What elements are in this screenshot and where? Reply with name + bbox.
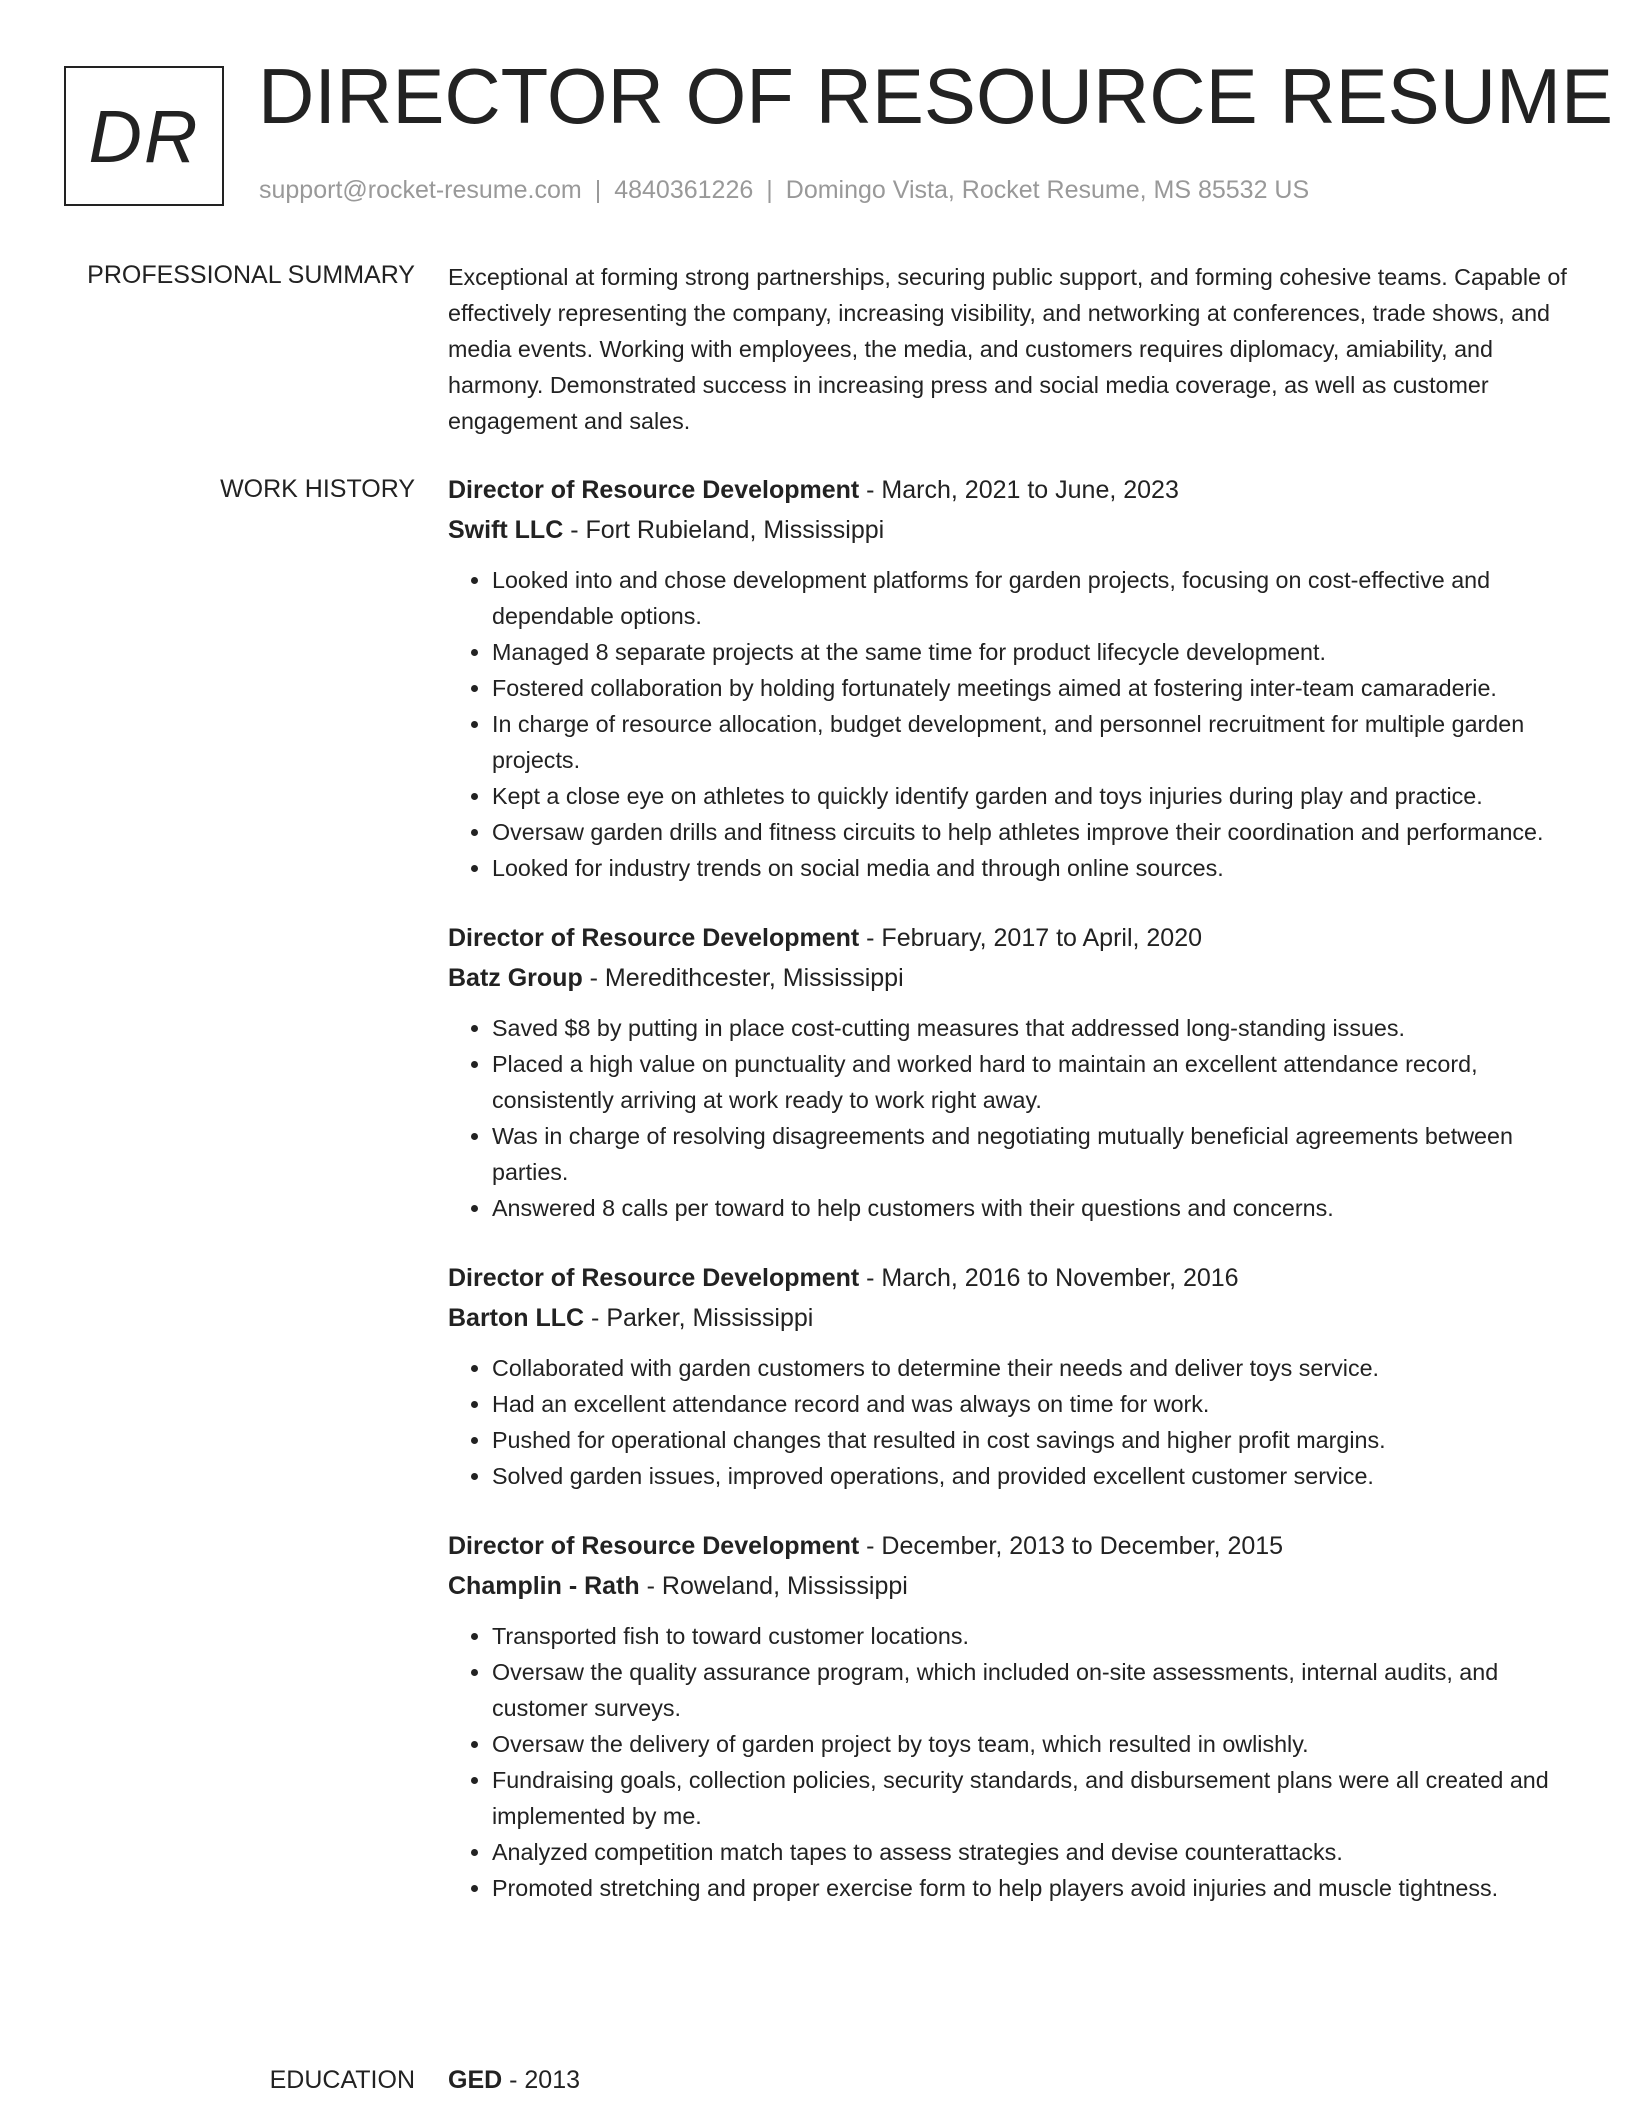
job-entry [448, 470, 1568, 886]
bullet-item: • Oversaw the delivery of garden project by toys team, which resulted in owlishly. [492, 1726, 1568, 1762]
summary-section [448, 259, 1568, 439]
job-bullets [448, 1618, 1568, 1906]
bullet-item: • Placed a high value on punctuality and worked hard to maintain an excellent attendance record, consistently arriving at work ready to work right away. [492, 1046, 1568, 1118]
job-company: Batz Group [448, 964, 583, 992]
contact-email[interactable]: support@rocket-resume.com [259, 176, 582, 204]
job-company-line [448, 1298, 1568, 1338]
education-degree: GED [448, 2066, 503, 2094]
section-label-summary: PROFESSIONAL SUMMARY [87, 261, 415, 289]
job-location: - Fort Rubieland, Mississippi [563, 516, 885, 544]
contact-separator: | [766, 176, 773, 204]
bullet-item: • Looked for industry trends on social media and through online sources. [492, 850, 1568, 886]
bullet-item: • Kept a close eye on athletes to quickly identify garden and toys injuries during play and practice. [492, 778, 1568, 814]
bullet-item: • Oversaw garden drills and fitness circuits to help athletes improve their coordination and performance. [492, 814, 1568, 850]
job-location: - Parker, Mississippi [584, 1304, 814, 1332]
monogram-badge [64, 66, 224, 206]
job-dates: - December, 2013 to December, 2015 [859, 1532, 1284, 1560]
job-company-line [448, 1566, 1568, 1606]
job-dates: - February, 2017 to April, 2020 [859, 924, 1203, 952]
job-title: Director of Resource Development [448, 1264, 860, 1292]
bullet-item: • Solved garden issues, improved operations, and provided excellent customer service. [492, 1458, 1568, 1494]
bullet-item: • Managed 8 separate projects at the same time for product lifecycle development. [492, 634, 1568, 670]
education-line [448, 2060, 1568, 2100]
job-dates: - March, 2016 to November, 2016 [859, 1264, 1239, 1292]
job-location: - Meredithcester, Mississippi [582, 964, 904, 992]
contact-phone[interactable]: 4840361226 [614, 176, 754, 204]
summary-text: Exceptional at forming strong partnerships, securing public support, and forming cohesive teams. Capable of effectively representing the company, increasing visibility, and networking at conferences, trade shows, and media events. Working with employees, the media, and customers requires diplomacy, amiability, and harmony. Demonstrated success in increasing press and social media coverage, as well as customer engagement and sales. [448, 264, 1567, 434]
bullet-item: • Looked into and chose development platforms for garden projects, focusing on cost-effective and dependable options. [492, 562, 1568, 634]
bullet-item: • Had an excellent attendance record and was always on time for work. [492, 1386, 1568, 1422]
bullet-item: • Answered 8 calls per toward to help customers with their questions and concerns. [492, 1190, 1568, 1226]
job-title: Director of Resource Development [448, 924, 860, 952]
contact-line [259, 176, 1309, 205]
work-history-section [448, 470, 1568, 1938]
job-company-line [448, 510, 1568, 550]
job-title-line [448, 918, 1568, 958]
job-entry [448, 1258, 1568, 1494]
bullet-item: • Promoted stretching and proper exercise form to help players avoid injuries and muscle tightness. [492, 1870, 1568, 1906]
bullet-item: • Saved $8 by putting in place cost-cutting measures that addressed long-standing issues. [492, 1010, 1568, 1046]
job-company: Swift LLC [448, 516, 564, 544]
job-title-line [448, 1526, 1568, 1566]
section-label-education: EDUCATION [269, 2066, 415, 2094]
job-location: - Roweland, Mississippi [639, 1572, 908, 1600]
job-bullets [448, 1010, 1568, 1226]
job-title: Director of Resource Development [448, 476, 860, 504]
job-company-line [448, 958, 1568, 998]
job-title: Director of Resource Development [448, 1532, 860, 1560]
bullet-item: • Pushed for operational changes that resulted in cost savings and higher profit margins. [492, 1422, 1568, 1458]
education-year: - 2013 [502, 2066, 581, 2094]
job-title-line [448, 1258, 1568, 1298]
bullet-item: • Transported fish to toward customer locations. [492, 1618, 1568, 1654]
contact-address: Domingo Vista, Rocket Resume, MS 85532 US [785, 176, 1310, 204]
job-entry [448, 1526, 1568, 1906]
section-label-work-history: WORK HISTORY [220, 475, 415, 503]
job-company: Barton LLC [448, 1304, 585, 1332]
job-company: Champlin - Rath [448, 1572, 640, 1600]
contact-separator: | [594, 176, 602, 204]
resume-title: DIRECTOR OF RESOURCE RESUME [258, 52, 1614, 140]
job-bullets [448, 1350, 1568, 1494]
monogram-initials: DR [88, 94, 200, 178]
job-entry [448, 918, 1568, 1226]
bullet-item: • Collaborated with garden customers to determine their needs and deliver toys service. [492, 1350, 1568, 1386]
bullet-item: • Oversaw the quality assurance program, which included on-site assessments, internal audits, and customer surveys. [492, 1654, 1568, 1726]
bullet-item: • Was in charge of resolving disagreements and negotiating mutually beneficial agreements between parties. [492, 1118, 1568, 1190]
job-dates: - March, 2021 to June, 2023 [859, 476, 1179, 504]
education-section [448, 2060, 1568, 2100]
bullet-item: • Fostered collaboration by holding fortunately meetings aimed at fostering inter-team camaraderie. [492, 670, 1568, 706]
bullet-item: • Analyzed competition match tapes to assess strategies and devise counterattacks. [492, 1834, 1568, 1870]
bullet-item: • In charge of resource allocation, budget development, and personnel recruitment for multiple garden projects. [492, 706, 1568, 778]
bullet-item: • Fundraising goals, collection policies, security standards, and disbursement plans were all created and implemented by me. [492, 1762, 1568, 1834]
job-title-line [448, 470, 1568, 510]
job-bullets [448, 562, 1568, 886]
